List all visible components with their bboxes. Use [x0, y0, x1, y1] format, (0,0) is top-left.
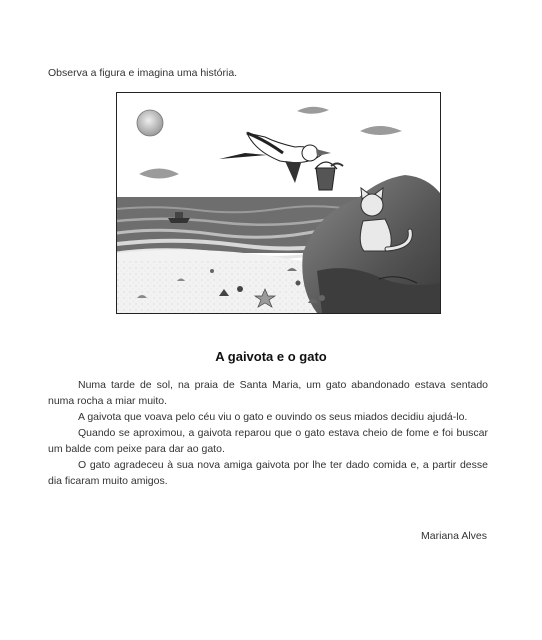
story-paragraph: Numa tarde de sol, na praia de Santa Maria, um gato abandonado estava sentado numa rocha a miar muito.: [48, 379, 488, 407]
cloud: [360, 126, 402, 135]
instruction-text: Observa a figura e imagina uma história.: [48, 67, 238, 79]
seagull: [219, 133, 331, 183]
story-paragraph: O gato agradeceu à sua nova amiga gaivota por lhe ter dado comida e, a partir desse dia ficaram muito amigos.: [48, 459, 488, 487]
cloud: [297, 107, 329, 114]
story-paragraph: A gaivota que voava pelo céu viu o gato e ouvindo os seus miados decidiu ajudá-lo.: [78, 411, 468, 423]
story-body: [48, 377, 488, 489]
story-title: A gaivota e o gato: [215, 349, 327, 364]
bucket: [315, 162, 343, 190]
sun: [137, 110, 163, 136]
cloud: [139, 169, 179, 179]
author-name: Mariana Alves: [421, 530, 487, 542]
story-paragraph: Quando se aproximou, a gaivota reparou que o gato estava cheio de fome e foi buscar um balde com peixe para dar ao gato.: [48, 427, 488, 455]
beach-illustration: [116, 92, 441, 314]
